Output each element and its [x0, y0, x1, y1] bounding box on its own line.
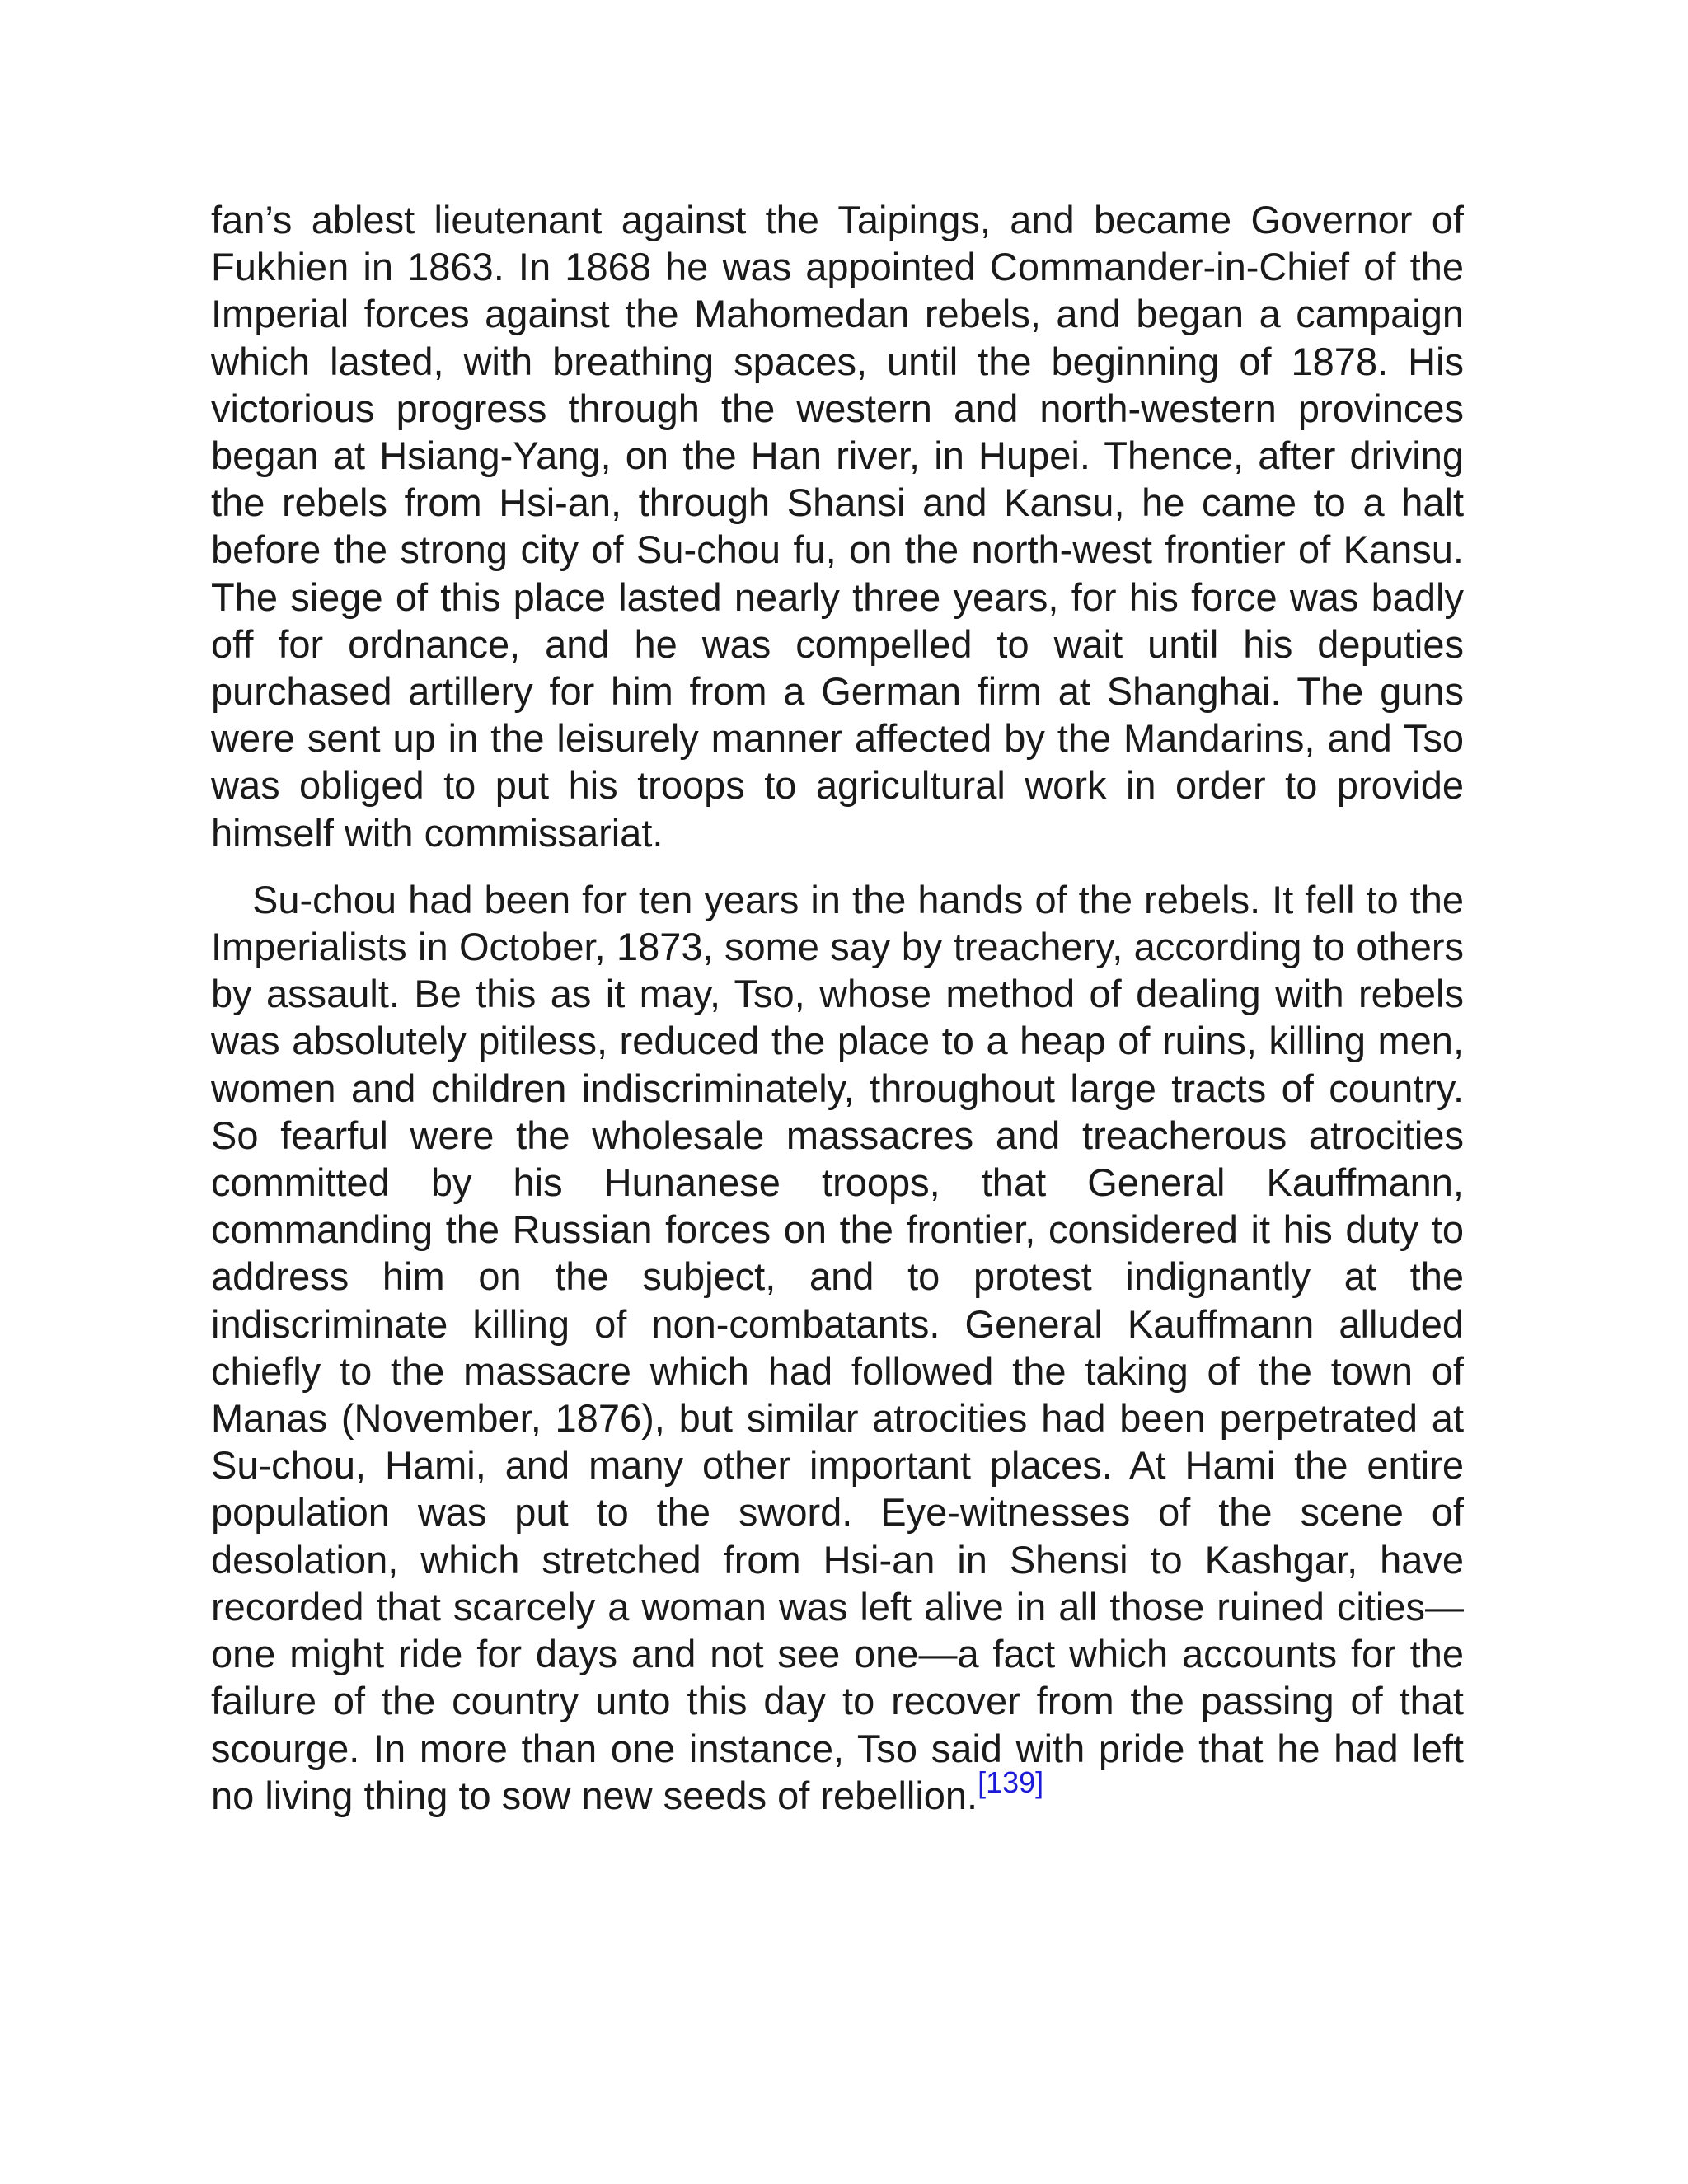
footnote-link[interactable]: [139] [978, 1765, 1044, 1799]
page-body [211, 196, 1464, 1819]
paragraph-1-text: fan’s ablest lieutenant against the Taipings, and became Governor of Fukhien in 1863. In 1868 he was appointed Commander-in-Chief of the Imperial forces against the Mahomedan rebels, and began a campaign which lasted, with breathing spaces, until the beginning of 1878. His victorious progress through the western and north-western provinces began at Hsiang-Yang, on the Han river, in Hupei. Thence, after driving the rebels from Hsi-an, through Shansi and Kansu, he came to a halt before the strong city of Su-chou fu, on the north-west frontier of Kansu. The siege of this place lasted nearly three years, for his force was badly off for ordnance, and he was compelled to wait until his deputies purchased artillery for him from a German firm at Shanghai. The guns were sent up in the leisurely manner affected by the Mandarins, and Tso was obliged to put his troops to agricultural work in order to provide himself with commissariat. [211, 198, 1464, 855]
paragraph-2 [211, 876, 1464, 1819]
paragraph-1 [211, 196, 1464, 856]
paragraph-2-text: Su-chou had been for ten years in the hands of the rebels. It fell to the Imperialists in October, 1873, some say by treachery, according to others by assault. Be this as it may, Tso, whose method of dealing with rebels was absolutely pitiless, reduced the place to a heap of ruins, killing men, women and children indiscriminately, throughout large tracts of country. So fearful were the wholesale massacres and treacherous atrocities committed by his Hunanese troops, that General Kauffmann, commanding the Russian forces on the frontier, considered it his duty to address him on the subject, and to protest indignantly at the indiscriminate killing of non-combatants. General Kauffmann alluded chiefly to the massacre which had followed the taking of the town of Manas (November, 1876), but similar atrocities had been perpetrated at Su-chou, Hami, and many other important places. At Hami the entire population was put to the sword. Eye-witnesses of the scene of desolation, which stretched from Hsi-an in Shensi to Kashgar, have recorded that scarcely a woman was left alive in all those ruined cities—one might ride for days and not see one—a fact which accounts for the failure of the country unto this day to recover from the passing of that scourge. In more than one instance, Tso said with pride that he had left no living thing to sow new seeds of rebellion. [211, 877, 1464, 1817]
